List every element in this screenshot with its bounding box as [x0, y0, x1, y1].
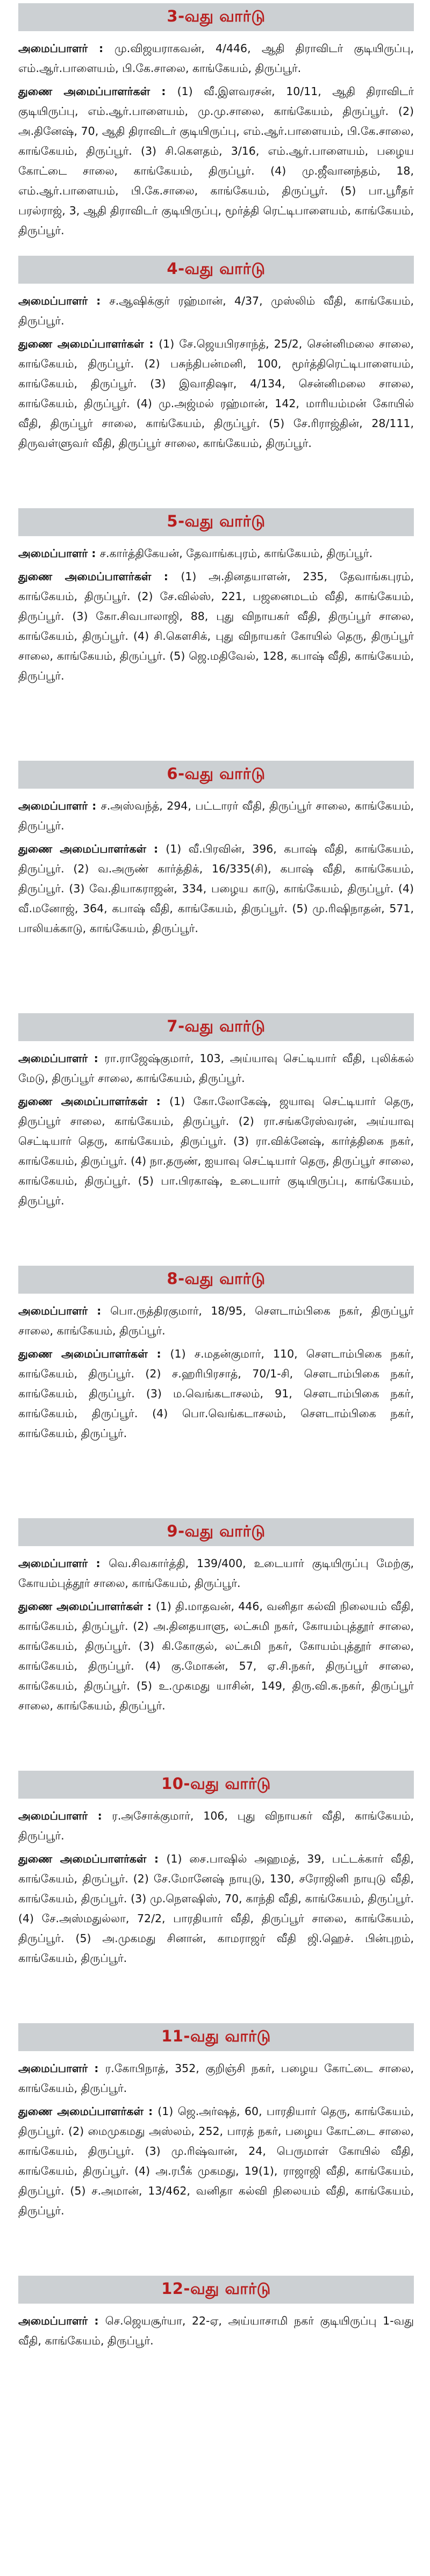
deputy-label: துணை அமைப்பாளர்கள்: [18, 1095, 148, 1108]
minister-entry: [18, 1806, 414, 1846]
ward-title: 5-வது வார்டு: [167, 512, 266, 530]
label-separator: :: [142, 1600, 156, 1613]
deputy-label: துணை அமைப்பாளர்கள்: [18, 85, 150, 98]
minister-label: அமைப்பாளர்: [18, 2062, 88, 2075]
label-separator: :: [88, 42, 115, 55]
minister-text: ர.கோபிநாத், 352, குறிஞ்சி நகர், பழைய கோட்டை சாலை, காங்கேயம், திருப்பூர்.: [18, 2062, 414, 2095]
ward-title: 7-வது வார்டு: [167, 1017, 266, 1035]
ward-title: 4-வது வார்டு: [167, 259, 266, 278]
minister-entry: [18, 1301, 414, 1341]
minister-text: ச.ஆஷிக்குர் ரஹ்மான், 4/37, முஸ்லிம் வீதி, காங்கேயம், திருப்பூர்.: [18, 294, 414, 327]
minister-text: ரா.ராஜேஷ்குமார், 103, அய்யாவு செட்டியார் வீதி, புலிக்கல் மேடு, திருப்பூர் சாலை, காங்கேயம், திருப்பூர்.: [18, 1052, 414, 1085]
deputy-entry: [18, 567, 414, 686]
minister-label: அமைப்பாளர்: [18, 799, 88, 812]
label-separator: :: [147, 1095, 170, 1108]
deputy-text: (1) அ.தினதயாளன், 235, தேவாங்கபுரம், காங்கேயம், திருப்பூர். (2) சே.வில்ஸ், 221, பஜனைமடம் வீதி, காங்கேயம், திருப்பூர். (3) கோ.சிவபாலாஜி, 88, புது விநாயகர் வீதி, திருப்பூர் சாலை, காங்கேயம், திருப்பூர். (4) சி.கௌசிக், புது விநாயகர் கோயில் தெரு, திருப்பூர் சாலை, காங்கேயம், திருப்பூர். (5) ஜெ.மதிவேல், 128, கபாஷ் வீதி, காங்கேயம், திருப்பூர்.: [18, 570, 414, 682]
ward-section: [18, 2276, 414, 2528]
minister-entry: [18, 796, 414, 836]
label-separator: :: [144, 337, 159, 350]
deputy-entry: [18, 82, 414, 241]
deputy-entry: [18, 2102, 414, 2221]
label-separator: :: [146, 842, 166, 855]
minister-entry: [18, 2311, 414, 2351]
label-separator: :: [88, 1557, 109, 1570]
ward-header: [18, 256, 414, 284]
minister-entry: [18, 291, 414, 331]
deputy-label: துணை அமைப்பாளர்கள்: [18, 1852, 147, 1865]
label-separator: :: [88, 1304, 111, 1317]
ward-title: 10-வது வார்டு: [161, 1774, 271, 1793]
deputy-entry: [18, 1092, 414, 1211]
deputy-text: (1) சை.பாஷில் அஹமத், 39, பட்டக்கார் வீதி, காங்கேயம், திருப்பூர். (2) சே.மோனேஷ் நாயுடு, 130, சரோஜினி நாயுடு வீதி, காங்கேயம், திருப்பூர். (3) மு.நௌஷிஸ், 70, காந்தி வீதி, காங்கேயம், திருப்பூர். (4) சே.அஸ்மதுல்லா, 72/2, பாரதியார் வீதி, திருப்பூர் சாலை, காங்கேயம், திருப்பூர். (5) அ.முகமது சினான், காமராஜர் வீதி ஜி.ஹெச். பின்புறம், காங்கேயம், திருப்பூர்.: [18, 1852, 414, 1965]
label-separator: :: [88, 2062, 105, 2075]
minister-label: அமைப்பாளர்: [18, 1809, 88, 1822]
minister-label: அமைப்பாளர்: [18, 1304, 88, 1317]
deputy-entry: [18, 839, 414, 939]
deputy-text: (1) வீ.பிரவின், 396, கபாஷ் வீதி, காங்கேயம், திருப்பூர். (2) வ.அருண் கார்த்திக், 16/335(சி), கபாஷ் வீதி, காங்கேயம், திருப்பூர். (3) வே.தியாகராஜன், 334, பழைய காடு, காங்கேயம், திருப்பூர். (4) வீ.மனோஜ், 364, கபாஷ் வீதி, காங்கேயம், திருப்பூர். (5) மு.ரிஷிநாதன், 571, பாலியக்காடு, காங்கேயம், திருப்பூர்.: [18, 842, 414, 935]
ward-header: [18, 1266, 414, 1294]
minister-text: ர.அசோக்குமார், 106, புது விநாயகர் வீதி, காங்கேயம், திருப்பூர்.: [18, 1809, 414, 1842]
deputy-label: துணை அமைப்பாளர்கள்: [18, 842, 146, 855]
ward-title: 11-வது வார்டு: [161, 2027, 271, 2045]
label-separator: :: [88, 294, 110, 307]
deputy-text: (1) கோ.லோகேஷ், ஜயாவு செட்டியார் தெரு, திருப்பூர் சாலை, காங்கேயம், திருப்பூர். (2) ரா.சங்கரேஸ்வரன், அய்யாவு செட்டியார் தெரு, காங்கேயம், திருப்பூர். (3) ரா.விக்னேஷ், கார்த்திகை நகர், காங்கேயம், திருப்பூர். (4) நா.தருண், ஐயாவு செட்டியார் தெரு, திருப்பூர் சாலை, காங்கேயம், திருப்பூர். (5) பா.பிரகாஷ், உடையார் குடியிருப்பு, காங்கேயம், திருப்பூர்.: [18, 1095, 414, 1207]
ward-section: [18, 1266, 414, 1518]
minister-label: அமைப்பாளர்: [18, 2314, 88, 2327]
deputy-text: (1) வீ.இளவரசன், 10/11, ஆதி திராவிடர் குடியிருப்பு, எம்.ஆர்.பாளையம், மு.மு.சாலை, காங்கேயம், திருப்பூர். (2) அ.தினேஷ், 70, ஆதி திராவிடர் குடியிருப்பு, எம்.ஆர்.பாளையம், பி.கே.சாலை, காங்கேயம், திருப்பூர். (3) சி.கௌதம், 3/16, எம்.ஆர்.பாளையம், பழைய கோட்டை சாலை, காங்கேயம், திருப்பூர். (4) மு.ஜீவானந்தம், 18, எம்.ஆர்.பாளையம், பி.கே.சாலை, காங்கேயம், திருப்பூர். (5) பா.பூரீதர் பரல்ராஜ், 3, ஆதி திராவிடர் குடியிருப்பு, மூர்த்தி ரெட்டிபாளையம், காங்கேயம், திருப்பூர்.: [18, 85, 414, 237]
minister-text: பொ.ருத்திரகுமார், 18/95, சௌடாம்பிகை நகர், திருப்பூர் சாலை, காங்கேயம், திருப்பூர்.: [18, 1304, 414, 1337]
label-separator: :: [151, 570, 181, 583]
deputy-entry: [18, 1344, 414, 1444]
deputy-text: (1) ச.மதன்குமார், 110, சௌடாம்பிகை நகர், காங்கேயம், திருப்பூர். (2) ச.ஹரிபிரசாத், 70/1-சி, சௌடாம்பிகை நகர், காங்கேயம், திருப்பூர். (3) ம.வெங்கடாசலம், 91, சௌடாம்பிகை நகர், காங்கேயம், திருப்பூர். (4) பொ.வெங்கடாசலம், சௌடாம்பிகை நகர், காங்கேயம், திருப்பூர்.: [18, 1347, 414, 1440]
ward-section: [18, 256, 414, 508]
ward-section: [18, 508, 414, 761]
deputy-entry: [18, 1849, 414, 1968]
label-separator: :: [88, 1052, 105, 1065]
ward-section: [18, 2023, 414, 2276]
ward-list: [18, 3, 414, 2528]
minister-label: அமைப்பாளர்: [18, 1052, 88, 1065]
ward-section: [18, 761, 414, 1013]
label-separator: :: [88, 547, 100, 560]
ward-section: [18, 1518, 414, 1771]
deputy-entry: [18, 1597, 414, 1716]
deputy-text: (1) தி.மாதவன், 446, வனிதா கல்வி நிலையம் வீதி, காங்கேயம், திருப்பூர். (2) அ.தினதயாளு, லட்சுமி நகர், கோயம்புத்தூர் சாலை, காங்கேயம், திருப்பூர். (3) கி.கோகுல், லட்சுமி நகர், கோயம்புத்தூர் சாலை, காங்கேயம், திருப்பூர். (4) கு.மோகன், 57, ஏ.சி.நகர், திருப்பூர் சாலை, காங்கேயம், திருப்பூர். (5) உ.முகமது யாசின், 149, திரு.வி.க.நகர், திருப்பூர் சாலை, காங்கேயம், திருப்பூர்.: [18, 1600, 414, 1712]
ward-header: [18, 3, 414, 31]
ward-header: [18, 508, 414, 536]
ward-header: [18, 1518, 414, 1546]
minister-entry: [18, 39, 414, 78]
minister-text: செ.ஜெயசூர்யா, 22-ஏ, அய்யாசாமி நகர் குடியிருப்பு 1-வது வீதி, காங்கேயம், திருப்பூர்.: [18, 2314, 414, 2347]
ward-section: [18, 1771, 414, 2023]
deputy-text: (1) ஜெ.அர்ஷத், 60, பாரதியார் தெரு, காங்கேயம், திருப்பூர். (2) மைமுகமது அஸ்லம், 252, பாரத் நகர், பழைய கோட்டை சாலை, காங்கேயம், திருப்பூர். (3) மு.ரிஷ்வான், 24, பெருமாள் கோயில் வீதி, காங்கேயம், திருப்பூர். (4) அ.ரபீக் முகமது, 19(1), ராஜாஜி வீதி, காங்கேயம், திருப்பூர். (5) ச.அமான், 13/462, வனிதா கல்வி நிலையம் வீதி, காங்கேயம், திருப்பூர்.: [18, 2105, 414, 2217]
minister-label: அமைப்பாளர்: [18, 42, 88, 55]
ward-header: [18, 2023, 414, 2051]
minister-text: ச.அஸ்வந்த், 294, பட்டாரர் வீதி, திருப்பூர் சாலை, காங்கேயம், திருப்பூர்.: [18, 799, 414, 832]
ward-title: 9-வது வார்டு: [167, 1522, 266, 1540]
label-separator: :: [147, 1347, 170, 1360]
ward-title: 3-வது வார்டு: [167, 7, 266, 25]
label-separator: :: [146, 1852, 167, 1865]
deputy-entry: [18, 334, 414, 453]
minister-text: மு.விஜயராகவன், 4/446, ஆதி திராவிடர் குடியிருப்பு, எம்.ஆர்.பாளையம், பி.கே.சாலை, காங்கேயம், திருப்பூர்.: [18, 42, 414, 75]
minister-entry: [18, 1049, 414, 1088]
deputy-label: துணை அமைப்பாளர்கள்: [18, 1347, 148, 1360]
minister-text: வெ.சிவகார்த்தி, 139/400, உடையார் குடியிருப்பு மேற்கு, கோயம்புத்தூர் சாலை, காங்கேயம், திருப்பூர்.: [18, 1557, 414, 1590]
deputy-text: (1) சே.ஜெயபிரசாந்த், 25/2, சென்னிமலை சாலை, காங்கேயம், திருப்பூர். (2) பசுந்திபன்மனி, 100, மூர்த்திரெட்டிபாளையம், காங்கேயம், திருப்பூர். (3) இவாதிஷா, 4/134, சென்னிமலை சாலை, காங்கேயம், திருப்பூர். (4) மு.அஜ்மல் ரஹ்மான், 142, மாரியம்மன் கோயில் வீதி, திருப்பூர் சாலை, காங்கேயம், திருப்பூர். (5) சே.ரிராஜ்தின், 28/111, திருவள்ளுவர் வீதி, திருப்பூர் சாலை, காங்கேயம், திருப்பூர்.: [18, 337, 414, 450]
deputy-label: துணை அமைப்பாளர்கள்: [18, 337, 144, 350]
minister-label: அமைப்பாளர்: [18, 547, 88, 560]
deputy-label: துணை அமைப்பாளர்கள்: [18, 1600, 143, 1613]
ward-header: [18, 1771, 414, 1799]
ward-title: 6-வது வார்டு: [167, 764, 266, 783]
label-separator: :: [150, 85, 177, 98]
label-separator: :: [88, 2314, 105, 2327]
label-separator: :: [88, 1809, 112, 1822]
ward-title: 12-வது வார்டு: [161, 2279, 271, 2298]
ward-section: [18, 1013, 414, 1266]
ward-header: [18, 1013, 414, 1041]
ward-header: [18, 761, 414, 789]
minister-entry: [18, 544, 414, 564]
minister-entry: [18, 1554, 414, 1593]
ward-header: [18, 2276, 414, 2304]
label-separator: :: [144, 2105, 158, 2118]
minister-label: அமைப்பாளர்: [18, 294, 88, 307]
deputy-label: துணை அமைப்பாளர்கள்: [18, 2105, 144, 2118]
ward-title: 8-வது வார்டு: [167, 1269, 266, 1288]
minister-entry: [18, 2059, 414, 2098]
deputy-label: துணை அமைப்பாளர்கள்: [18, 570, 152, 583]
label-separator: :: [88, 799, 101, 812]
minister-label: அமைப்பாளர்: [18, 1557, 88, 1570]
ward-section: [18, 3, 414, 256]
minister-text: ச.கார்த்திகேயன், தேவாங்கபுரம், காங்கேயம், திருப்பூர்.: [99, 547, 373, 560]
